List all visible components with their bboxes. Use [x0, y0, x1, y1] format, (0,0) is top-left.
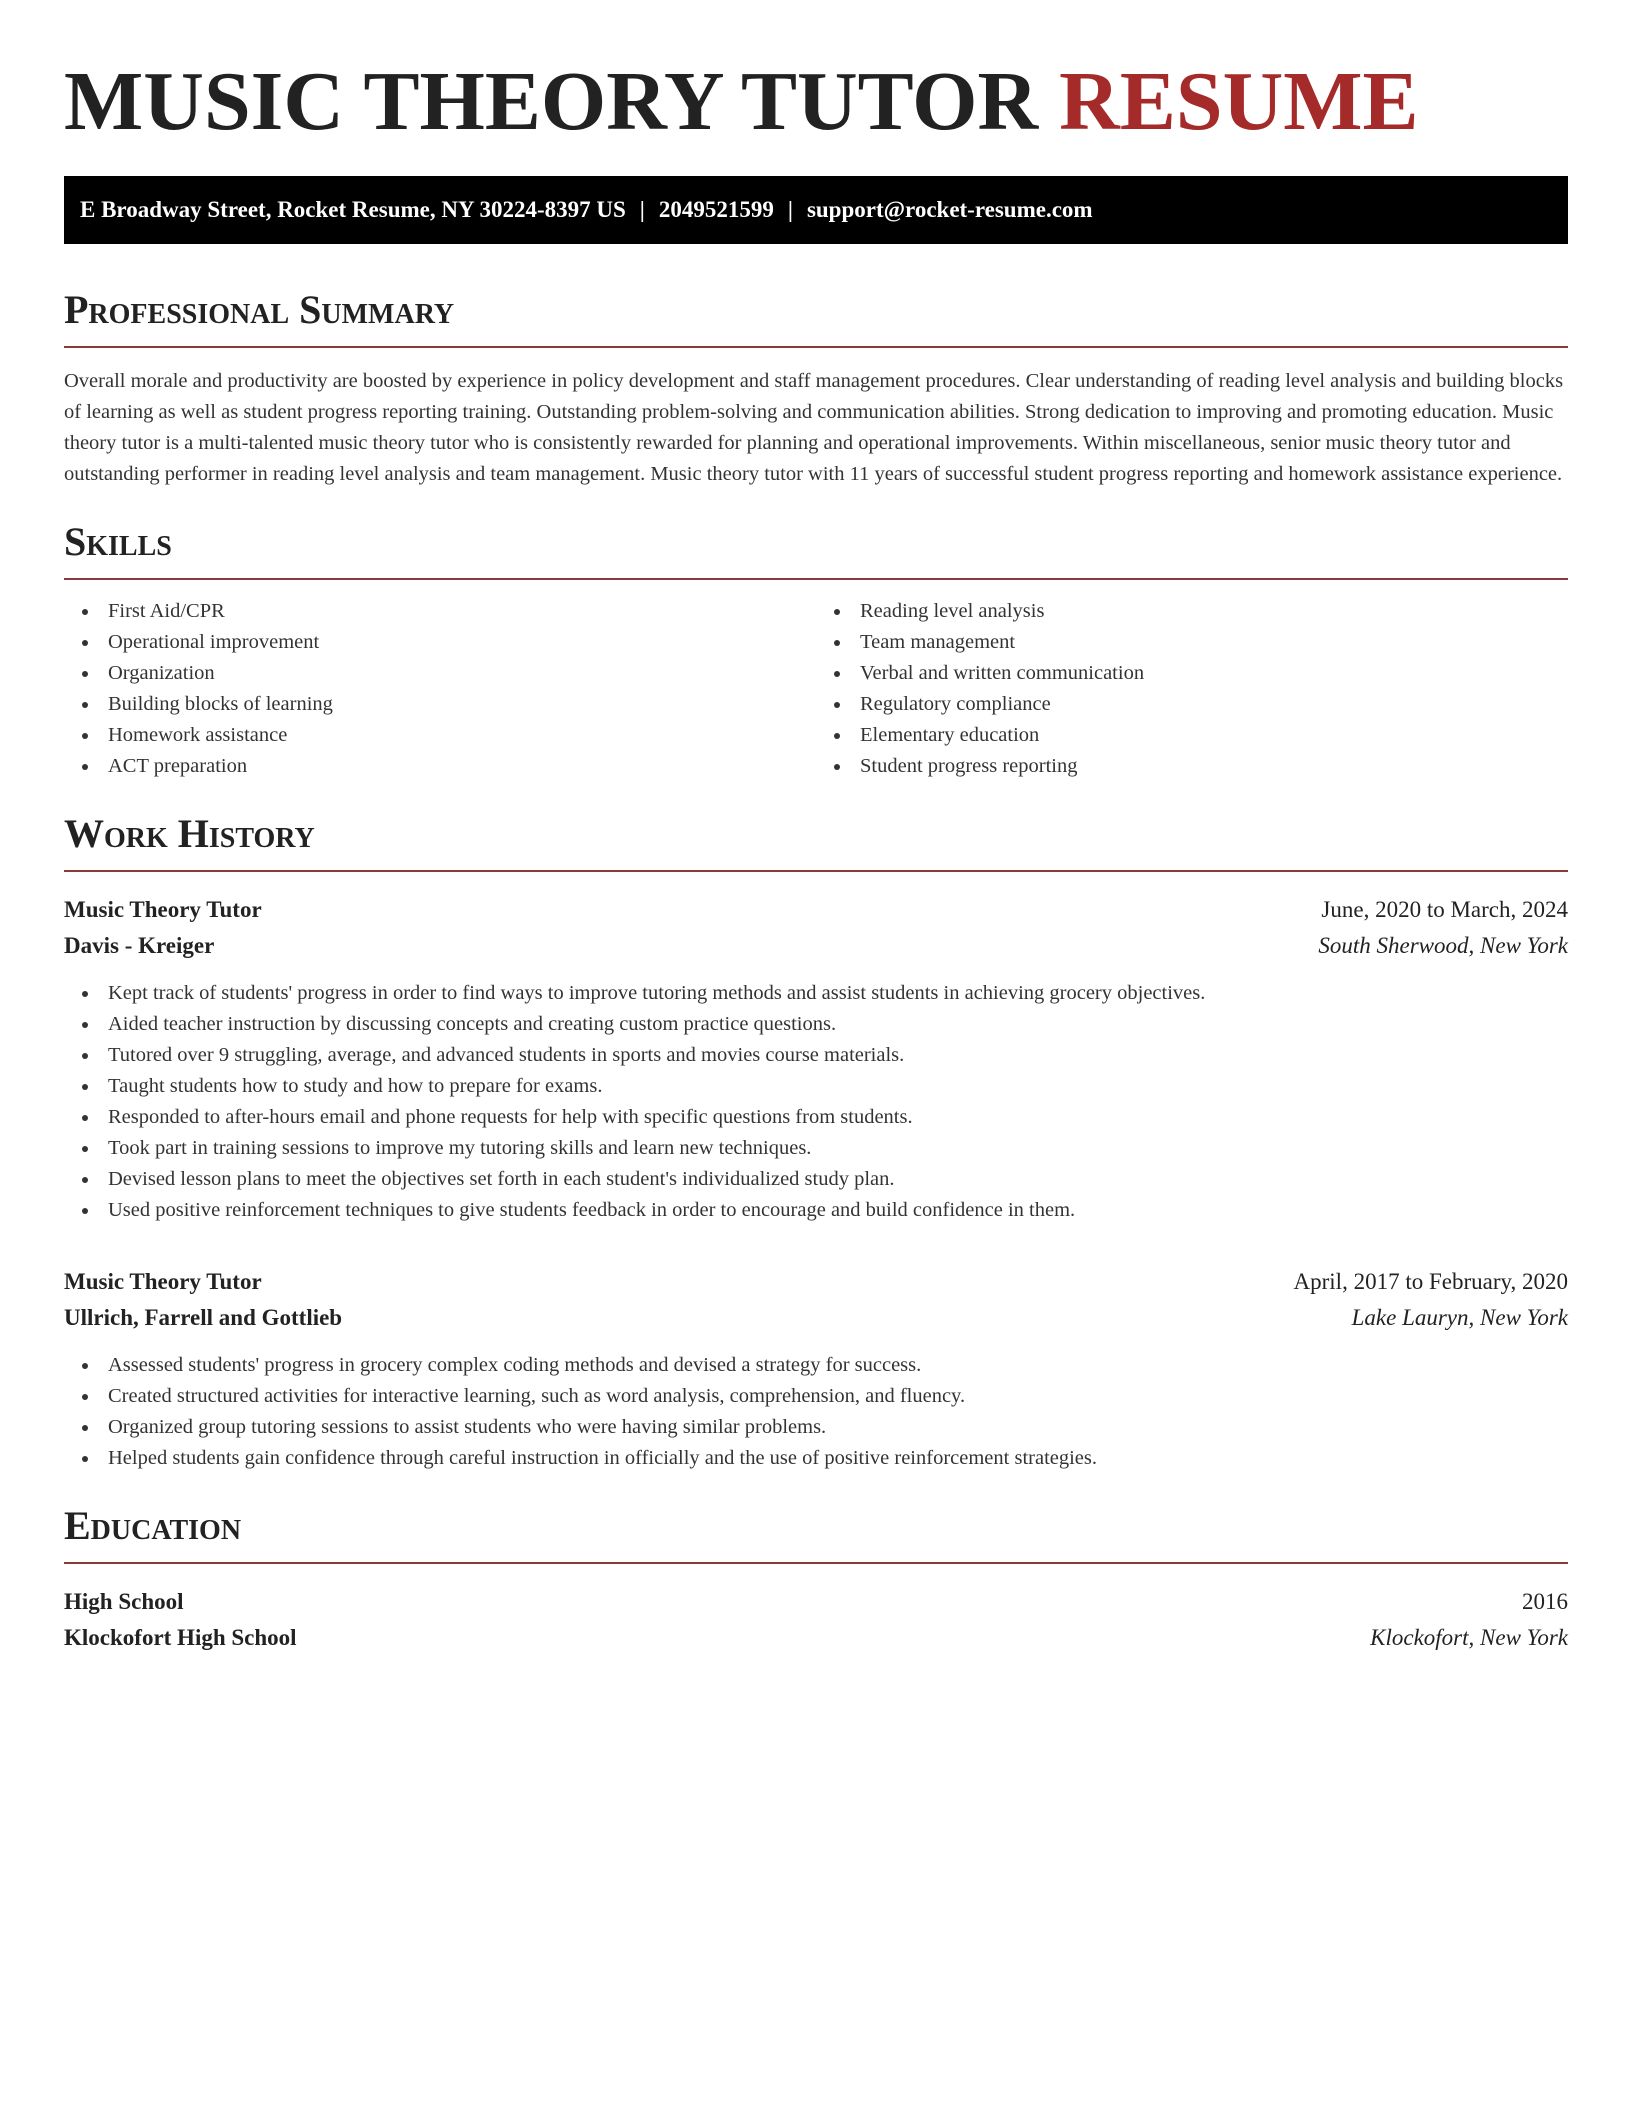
skill-item: Homework assistance	[108, 720, 816, 751]
job-duty: Taught students how to study and how to prepare for exams.	[108, 1071, 1568, 1102]
education-year: 2016	[1522, 1589, 1568, 1614]
contact-email: support@rocket-resume.com	[806, 197, 1093, 222]
job-duty: Aided teacher instruction by discussing concepts and creating custom practice questions.	[108, 1009, 1568, 1040]
job-duty: Created structured activities for interactive learning, such as word analysis, comprehension, and fluency.	[108, 1381, 1568, 1412]
job-duty: Helped students gain confidence through careful instruction in officially and the use of positive reinforcement strategies.	[108, 1443, 1568, 1474]
work-history-heading: Work History	[64, 812, 1568, 872]
job-duty: Organized group tutoring sessions to assist students who were having similar problems.	[108, 1412, 1568, 1443]
skill-item: First Aid/CPR	[108, 596, 816, 627]
skills-list-left	[64, 596, 816, 782]
skill-item: Organization	[108, 658, 816, 689]
contact-bar	[64, 176, 1568, 244]
education-degree-row	[64, 1584, 1568, 1620]
job-duty: Devised lesson plans to meet the objectives set forth in each student's individualized study plan.	[108, 1164, 1568, 1195]
summary-section	[64, 288, 1568, 490]
skill-item: Building blocks of learning	[108, 689, 816, 720]
resume-title	[64, 52, 1568, 152]
job-title-row	[64, 1264, 1568, 1300]
job-duty: Used positive reinforcement techniques to give students feedback in order to encourage and build confidence in them.	[108, 1195, 1568, 1226]
contact-separator: |	[787, 197, 793, 222]
title-accent: RESUME	[1059, 55, 1419, 148]
job-title: Music Theory Tutor	[64, 1269, 262, 1294]
job-duty: Tutored over 9 struggling, average, and advanced students in sports and movies course materials.	[108, 1040, 1568, 1071]
job-duty: Kept track of students' progress in order to find ways to improve tutoring methods and assist students in achieving grocery objectives.	[108, 978, 1568, 1009]
job-entry	[64, 1264, 1568, 1474]
skill-item: ACT preparation	[108, 751, 816, 782]
education-school: Klockofort High School	[64, 1625, 297, 1650]
job-location: Lake Lauryn, New York	[1351, 1305, 1568, 1330]
contact-separator: |	[639, 197, 645, 222]
skill-item: Elementary education	[860, 720, 1568, 751]
skills-grid	[64, 596, 1568, 782]
education-heading: Education	[64, 1504, 1568, 1564]
skills-section	[64, 520, 1568, 782]
job-company: Davis - Kreiger	[64, 933, 215, 958]
education-location: Klockofort, New York	[1370, 1625, 1568, 1650]
skill-item: Student progress reporting	[860, 751, 1568, 782]
job-entry	[64, 892, 1568, 1226]
skill-item: Verbal and written communication	[860, 658, 1568, 689]
job-company: Ullrich, Farrell and Gottlieb	[64, 1305, 343, 1330]
skill-item: Regulatory compliance	[860, 689, 1568, 720]
job-location: South Sherwood, New York	[1318, 933, 1568, 958]
contact-phone: 2049521599	[658, 197, 774, 222]
skills-heading: Skills	[64, 520, 1568, 580]
skill-item: Reading level analysis	[860, 596, 1568, 627]
job-company-row	[64, 928, 1568, 964]
skills-list-right	[816, 596, 1568, 782]
job-duty: Responded to after-hours email and phone requests for help with specific questions from students.	[108, 1102, 1568, 1133]
job-title-row	[64, 892, 1568, 928]
education-section	[64, 1504, 1568, 1656]
job-company-row	[64, 1300, 1568, 1336]
job-title: Music Theory Tutor	[64, 897, 262, 922]
job-duty: Assessed students' progress in grocery complex coding methods and devised a strategy for success.	[108, 1350, 1568, 1381]
summary-heading: Professional Summary	[64, 288, 1568, 348]
job-duties-list	[64, 978, 1568, 1226]
summary-text: Overall morale and productivity are boosted by experience in policy development and staff management procedures. Clear understanding of reading level analysis and building blocks of learning as well as student progress reporting training. Outstanding problem-solving and communication abilities. Strong dedication to improving and promoting education. Music theory tutor is a multi-talented music theory tutor who is consistently rewarded for planning and operational improvements. Within miscellaneous, senior music theory tutor and outstanding performer in reading level analysis and team management. Music theory tutor with 11 years of successful student progress reporting and homework assistance experience.	[64, 370, 1564, 485]
contact-address: E Broadway Street, Rocket Resume, NY 30224-8397 US	[80, 197, 626, 222]
skill-item: Team management	[860, 627, 1568, 658]
job-duty: Took part in training sessions to improve my tutoring skills and learn new techniques.	[108, 1133, 1568, 1164]
work-history-section	[64, 812, 1568, 1474]
title-main: MUSIC THEORY TUTOR	[64, 55, 1039, 148]
education-school-row	[64, 1620, 1568, 1656]
job-duties-list	[64, 1350, 1568, 1474]
education-entry	[64, 1584, 1568, 1656]
skill-item: Operational improvement	[108, 627, 816, 658]
job-dates: April, 2017 to February, 2020	[1293, 1269, 1568, 1294]
education-degree: High School	[64, 1589, 184, 1614]
job-dates: June, 2020 to March, 2024	[1321, 897, 1568, 922]
